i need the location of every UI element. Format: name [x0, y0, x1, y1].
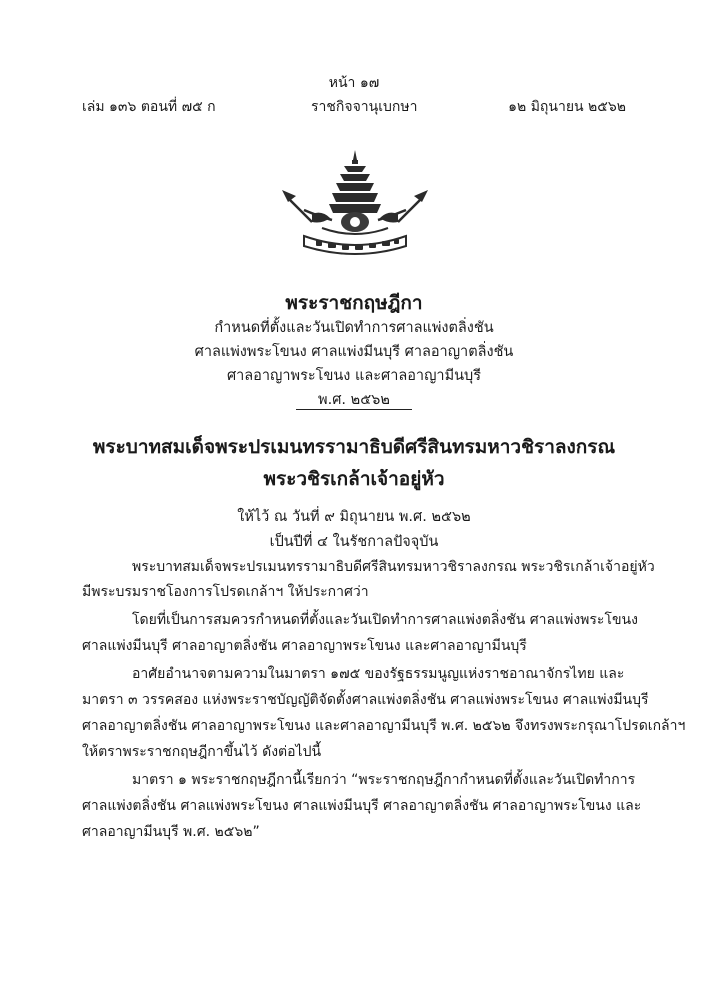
title-divider [296, 409, 412, 410]
decree-title: พระราชกฤษฎีกา [285, 292, 423, 314]
body-line: ศาลอาญาตลิ่งชัน ศาลอาญาพระโขนง และศาลอาญามีนบุรี พ.ศ. ๒๕๖๒ จึงทรงพระกรุณาโปรดเกล้าฯ [82, 718, 686, 734]
decree-subtitle-line: ศาลแพ่งพระโขนง ศาลแพ่งมีนบุรี ศาลอาญาตลิ่งชัน [194, 344, 514, 360]
king-title-line: พระวชิรเกล้าเจ้าอยู่หัว [263, 468, 445, 490]
king-title-line: พระบาทสมเด็จพระปรเมนทรรามาธิบดีศรีสินทรมหาวชิราลงกรณ [92, 436, 616, 458]
body-line: มาตรา ๓ วรรคสอง แห่งพระราชบัญญัติจัดตั้งศาลแพ่งตลิ่งชัน ศาลแพ่งพระโขนง ศาลแพ่งมีนบุรี [82, 692, 649, 708]
body-line: มีพระบรมราชโองการโปรดเกล้าฯ ให้ประกาศว่า [82, 584, 369, 600]
royal-emblem-icon [282, 150, 428, 260]
body-line: ให้ตราพระราชกฤษฎีกาขึ้นไว้ ดังต่อไปนี้ [82, 744, 322, 760]
body-line: พระบาทสมเด็จพระปรเมนทรรามาธิบดีศรีสินทรมหาวชิราลงกรณ พระวชิรเกล้าเจ้าอยู่หัว [132, 559, 655, 575]
publication-name: ราชกิจจานุเบกษา [311, 99, 418, 115]
decree-year: พ.ศ. ๒๕๖๒ [318, 392, 390, 408]
body-line: ศาลแพ่งมีนบุรี ศาลอาญาตลิ่งชัน ศาลอาญาพระโขนง และศาลอาญามีนบุรี [82, 638, 527, 654]
decree-subtitle-line: กำหนดที่ตั้งและวันเปิดทำการศาลแพ่งตลิ่งชัน [214, 320, 494, 336]
volume-issue: เล่ม ๑๓๖ ตอนที่ ๗๕ ก [82, 99, 216, 115]
section-1-line: มาตรา ๑ พระราชกฤษฎีกานี้เรียกว่า “พระราชกฤษฎีกากำหนดที่ตั้งและวันเปิดทำการ [132, 772, 636, 788]
body-line: โดยที่เป็นการสมควรกำหนดที่ตั้งและวันเปิดทำการศาลแพ่งตลิ่งชัน ศาลแพ่งพระโขนง [132, 612, 638, 628]
publication-date: ๑๒ มิถุนายน ๒๕๖๒ [508, 99, 626, 115]
given-date: ให้ไว้ ณ วันที่ ๙ มิถุนายน พ.ศ. ๒๕๖๒ [237, 509, 471, 525]
section-1-line: ศาลอาญามีนบุรี พ.ศ. ๒๕๖๒” [82, 824, 260, 840]
page-number: หน้า ๑๗ [328, 75, 380, 91]
section-1-line: ศาลแพ่งตลิ่งชัน ศาลแพ่งพระโขนง ศาลแพ่งมีนบุรี ศาลอาญาตลิ่งชัน ศาลอาญาพระโขนง และ [82, 798, 642, 814]
decree-subtitle-line: ศาลอาญาพระโขนง และศาลอาญามีนบุรี [226, 368, 482, 384]
body-line: อาศัยอำนาจตามความในมาตรา ๑๗๕ ของรัฐธรรมนูญแห่งราชอาณาจักรไทย และ [132, 666, 625, 682]
reign-year: เป็นปีที่ ๔ ในรัชกาลปัจจุบัน [269, 534, 439, 550]
gazette-header [82, 96, 626, 116]
